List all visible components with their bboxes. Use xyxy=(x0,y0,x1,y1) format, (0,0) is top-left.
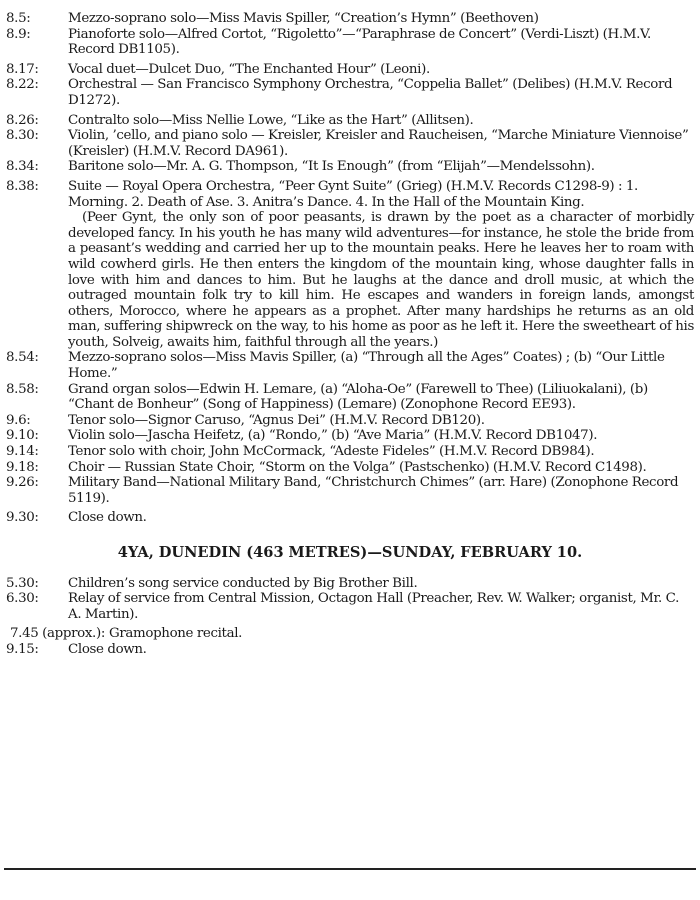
entry-time: 9.14: xyxy=(6,444,39,460)
entry-text: Children’s song service conducted by Big Brother Bill. xyxy=(68,575,418,591)
entry-time: 9.10: xyxy=(6,428,39,444)
entry-text: Violin, ’cello, and piano solo — Kreisler, Kreisler and Raucheisen, “Marche Miniature Viennoise” (Kreisler) (H.M.V. Record DA961). xyxy=(68,128,689,159)
programme-entry xyxy=(6,460,694,476)
entry-text: Grand organ solos—Edwin H. Lemare, (a) “Aloha-Oe” (Farewell to Thee) (Liliuokalani), (b) “Chant de Bonheur” (Song of Happiness) (Lemare) (Zonophone Record EE93). xyxy=(68,381,648,413)
programme-entry xyxy=(6,350,694,381)
entry-time: 8.22: xyxy=(6,77,39,93)
programme-entry xyxy=(6,113,694,129)
entry-time: 9.15: xyxy=(6,641,39,657)
entry-note: (Peer Gynt, the only son of poor peasants, is drawn by the poet as a character of morbidly developed fancy. In his youth he has many wild adventures—for instance, he stole the bride from a peasant’s wedding and carried her up to the mountain peaks. Here he leaves her to roam with wild cowherd girls. He then enters the kingdom of the mountain king, whose daughter falls in love with him and dances to him. But he laughs at the dance and droll music, at which the outraged mountain folk try to kill him. He escapes and wanders in foreign lands, amongst others, Morocco, where he appears as a prophet. After many hardships he returns as an old man, suffering shipwreck on the way, to his home as poor as he left it. Here the sweetheart of his youth, Solveig, awaits him, faithful through all the years.) xyxy=(68,210,694,350)
entry-time: 9.6: xyxy=(6,412,31,428)
programme-entry xyxy=(6,591,694,622)
entry-text: Relay of service from Central Mission, Octagon Hall (Preacher, Rev. W. Walker; organist, Mr. C. A. Martin). xyxy=(68,591,679,622)
entry-text: Mezzo-soprano solo—Miss Mavis Spiller, “Creation’s Hymn” (Beethoven) xyxy=(68,11,539,26)
entry-time: 6.30: xyxy=(6,591,39,607)
entry-time: 9.26: xyxy=(6,475,39,491)
programme-entry xyxy=(6,428,694,444)
programme-entry xyxy=(6,382,694,413)
entry-text: Pianoforte solo—Alfred Cortot, “Rigoletto”—“Paraphrase de Concert” (Verdi-Liszt) (H.M.V. Record DB1105). xyxy=(68,26,651,58)
programme-entry xyxy=(6,510,694,526)
programme-entry xyxy=(6,179,694,351)
programme-entry xyxy=(6,128,694,159)
programme-entry xyxy=(6,642,694,658)
programme-entry xyxy=(6,475,694,506)
programme-entry xyxy=(6,11,694,27)
entry-time: 7.45 (approx.): xyxy=(10,626,105,642)
entry-time: 8.54: xyxy=(6,350,39,366)
entry-text: Tenor solo with choir, John McCormack, “Adeste Fideles” (H.M.V. Record DB984). xyxy=(68,444,595,460)
entry-time: 8.9: xyxy=(6,26,31,42)
programme-entry xyxy=(6,62,694,78)
entry-time: 5.30: xyxy=(6,575,39,591)
entry-time: 8.58: xyxy=(6,381,39,397)
programme-entry xyxy=(6,444,694,460)
entry-text: Contralto solo—Miss Nellie Lowe, “Like as the Hart” (Allitsen). xyxy=(68,112,474,128)
column-rule xyxy=(4,868,696,870)
broadcast-programme xyxy=(6,11,694,658)
entry-text: Military Band—National Military Band, “Christchurch Chimes” (arr. Hare) (Zonophone Record 5119). xyxy=(68,475,679,506)
entry-text: Tenor solo—Signor Caruso, “Agnus Dei” (H.M.V. Record DB120). xyxy=(68,412,485,428)
entry-time: 9.18: xyxy=(6,459,39,475)
entry-text: Suite — Royal Opera Orchestra, “Peer Gynt Suite” (Grieg) (H.M.V. Records C1298-9) : 1. Morning. 2. Death of Ase. 3. Anitra’s Dance. 4. In the Hall of the Mountain King. xyxy=(68,178,638,210)
entry-text: Orchestral — San Francisco Symphony Orchestra, “Coppelia Ballet” (Delibes) (H.M.V. Record D1272). xyxy=(68,77,673,108)
programme-entry xyxy=(6,413,694,429)
programme-entry xyxy=(6,77,694,108)
entry-time: 8.38: xyxy=(6,178,39,194)
programme-entry xyxy=(6,159,694,175)
entry-text: Close down. xyxy=(68,510,147,526)
entry-time: 8.26: xyxy=(6,112,39,128)
programme-entry xyxy=(6,27,694,58)
entry-text: Vocal duet—Dulcet Duo, “The Enchanted Hour” (Leoni). xyxy=(68,61,430,77)
entry-time: 8.30: xyxy=(6,128,39,144)
entry-text: Violin solo—Jascha Heifetz, (a) “Rondo,” (b) “Ave Maria” (H.M.V. Record DB1047). xyxy=(68,428,598,444)
entry-text: Baritone solo—Mr. A. G. Thompson, “It Is Enough” (from “Elijah”—Mendelssohn). xyxy=(68,159,595,175)
entry-text: Choir — Russian State Choir, “Storm on the Volga” (Pastschenko) (H.M.V. Record C1498). xyxy=(68,459,647,475)
entry-text: Gramophone recital. xyxy=(108,626,243,642)
programme-entry xyxy=(6,626,694,642)
entry-text: Mezzo-soprano solos—Miss Mavis Spiller, (a) “Through all the Ages” Coates) ; (b) “Our Little Home.” xyxy=(68,350,665,382)
entry-time: 8.17: xyxy=(6,61,39,77)
entry-time: 8.34: xyxy=(6,159,39,175)
entry-text: Close down. xyxy=(68,641,147,657)
entry-time: 9.30: xyxy=(6,510,39,526)
station-heading: 4YA, DUNEDIN (463 METRES)—SUNDAY, FEBRUARY 10. xyxy=(117,544,583,561)
programme-entry xyxy=(6,576,694,592)
entry-time: 8.5: xyxy=(6,11,31,26)
